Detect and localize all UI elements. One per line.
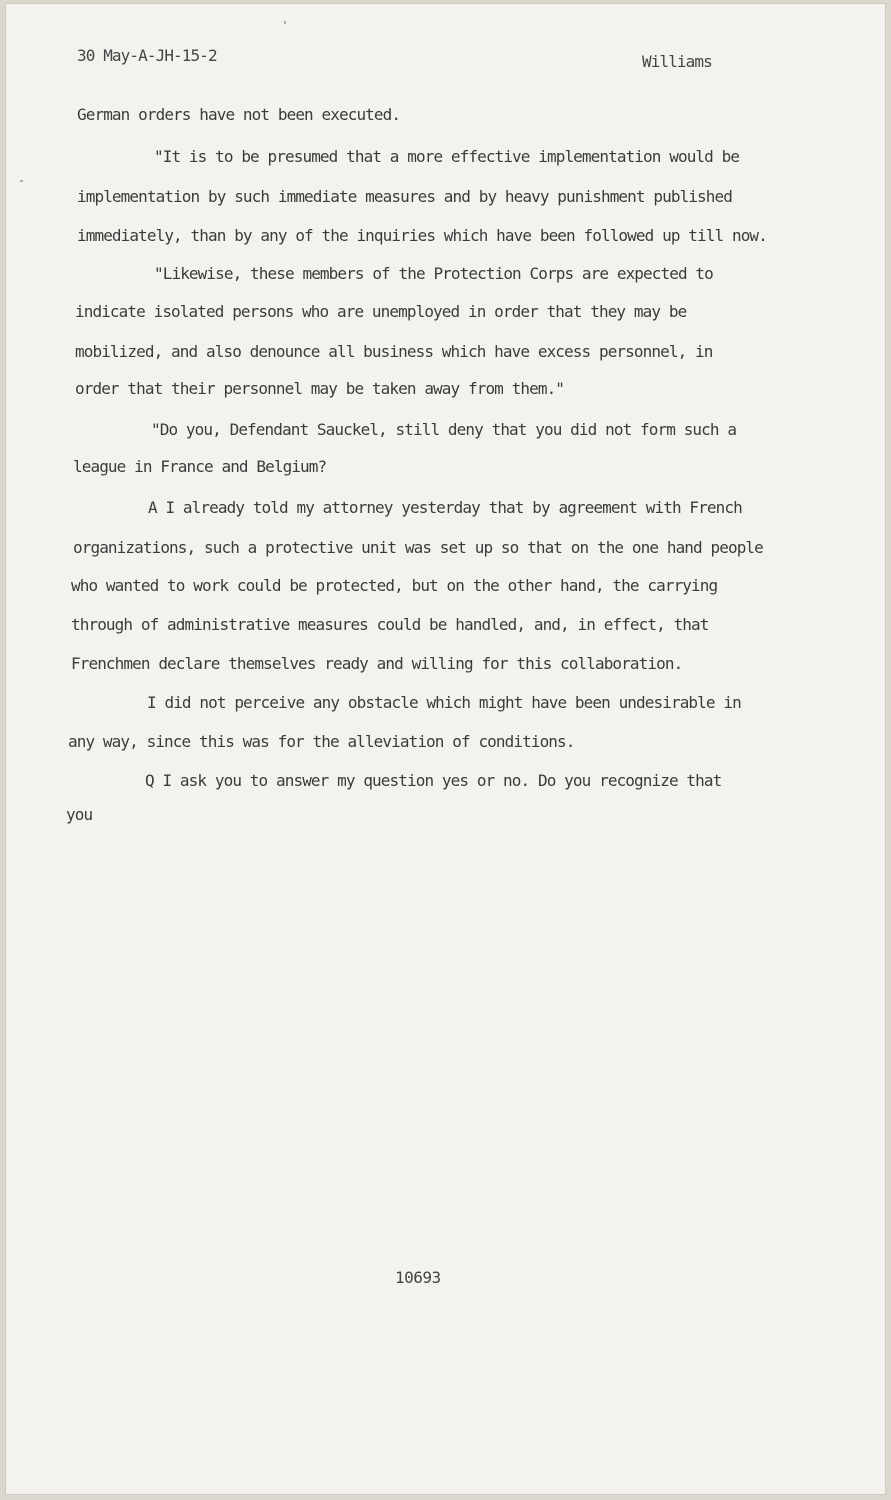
witness-name: Williams: [642, 52, 712, 71]
text-line: indicate isolated persons who are unemployed in order that they may be: [75, 302, 687, 321]
paper-mark: [284, 21, 286, 24]
text-line: immediately, than by any of the inquiries which have been followed up till now.: [77, 226, 767, 245]
text-line: German orders have not been executed.: [77, 105, 401, 124]
document-reference: 30 May-A-JH-15-2: [77, 46, 217, 65]
text-line: Q I ask you to answer my question yes or no. Do you recognize that: [145, 771, 722, 790]
document-page: [6, 4, 885, 1494]
text-line: you: [66, 805, 93, 824]
text-line: Frenchmen declare themselves ready and willing for this collaboration.: [71, 654, 683, 673]
text-line: "Do you, Defendant Sauckel, still deny that you did not form such a: [151, 420, 737, 439]
text-line: "Likewise, these members of the Protection Corps are expected to: [154, 264, 713, 283]
page-number: 10693: [395, 1268, 441, 1287]
text-line: who wanted to work could be protected, but on the other hand, the carrying: [71, 576, 718, 595]
text-line: league in France and Belgium?: [73, 457, 327, 476]
text-line: organizations, such a protective unit was set up so that on the one hand people: [73, 538, 763, 557]
text-line: implementation by such immediate measures and by heavy punishment published: [77, 187, 732, 206]
text-line: order that their personnel may be taken away from them.": [75, 379, 565, 398]
text-line: mobilized, and also denounce all business which have excess personnel, in: [75, 342, 713, 361]
text-line: "It is to be presumed that a more effective implementation would be: [154, 147, 740, 166]
text-line: any way, since this was for the alleviation of conditions.: [68, 732, 575, 751]
text-line: through of administrative measures could be handled, and, in effect, that: [71, 615, 709, 634]
text-line: I did not perceive any obstacle which might have been undesirable in: [147, 693, 741, 712]
text-line: A I already told my attorney yesterday that by agreement with French: [148, 498, 742, 517]
paper-mark: [20, 180, 23, 182]
